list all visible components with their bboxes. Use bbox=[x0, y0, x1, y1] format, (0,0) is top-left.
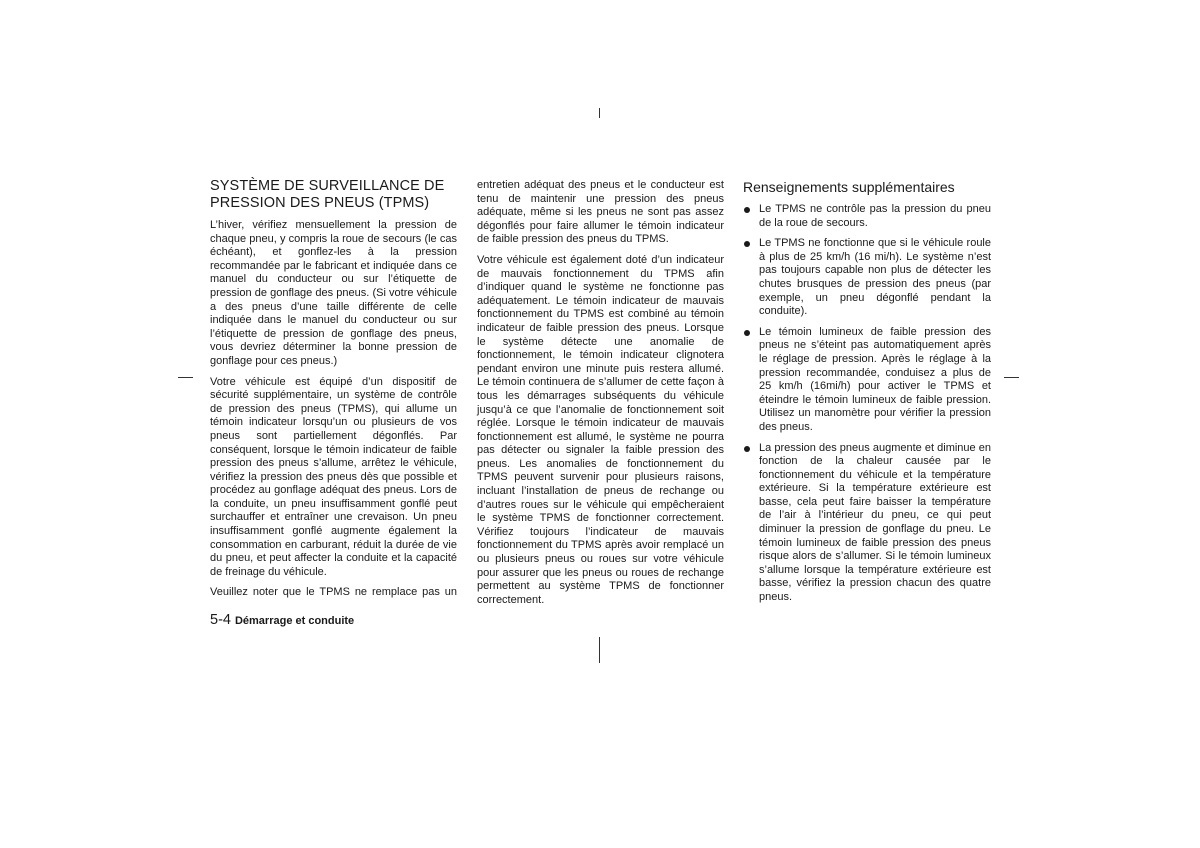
list-item bbox=[743, 203, 991, 230]
bullet-icon bbox=[744, 207, 750, 213]
list-item-text: Le TPMS ne contrôle pas la pression du pneu de la roue de secours. bbox=[759, 203, 991, 229]
crop-mark-left bbox=[178, 377, 193, 378]
column-2 bbox=[477, 179, 724, 614]
page-footer bbox=[210, 611, 354, 629]
chapter-title: Démarrage et conduite bbox=[234, 615, 355, 627]
list-item bbox=[743, 442, 991, 605]
list-item bbox=[743, 237, 991, 319]
bullet-icon bbox=[744, 241, 750, 247]
paragraph: Veuillez noter que le TPMS ne remplace pas un bbox=[210, 586, 457, 599]
list-item-text: Le TPMS ne fonctionne que si le véhicule roule à plus de 25 km/h (16 mi/h). Le système n’est pas toujours capable non plus de détecter les chutes brusques de pression des pneus (par exemple, un pneu dégonflé pendant la conduite). bbox=[759, 237, 991, 318]
column-3 bbox=[743, 179, 991, 612]
paragraph: entretien adéquat des pneus et le conducteur est tenu de maintenir une pression des pneus adéquate, même si les pneus ne sont pas assez dégonflés pour faire allumer le témoin indicateur de faible pression des pneus du TPMS. bbox=[477, 179, 724, 246]
bullet-icon bbox=[744, 330, 750, 336]
bullet-list bbox=[743, 203, 991, 605]
crop-mark-bottom bbox=[599, 637, 600, 663]
page-number: 5-4 bbox=[210, 612, 231, 628]
subsection-title: Renseignements supplémentaires bbox=[743, 179, 955, 195]
section-title: SYSTÈME DE SURVEILLANCE DE PRESSION DES PNEUS (TPMS) bbox=[210, 178, 445, 211]
paragraph: Votre véhicule est équipé d’un dispositif de sécurité supplémentaire, un système de contrôle de pression des pneus (TPMS), qui allume un témoin indicateur lorsqu’un ou plusieurs de vos pneus sont partiellement dégonflés. Par conséquent, lorsque le témoin indicateur de faible pression des pneus s’allume, arrêtez le véhicule, vérifiez la pression des pneus dès que possible et procédez au gonflage adéquat des pneus. Lors de la conduite, un pneu insuffisamment gonflé peut surchauffer et entraîner une crevaison. Un pneu insuffisamment gonflé augmente également la consommation en carburant, réduit la durée de vie du pneu, et peut affecter la conduite et la capacité de freinage du véhicule. bbox=[210, 375, 457, 578]
crop-mark-top bbox=[599, 108, 600, 118]
list-item-text: Le témoin lumineux de faible pression des pneus ne s’éteint pas automatiquement après le réglage de pression. Après le réglage à la pression recommandée, conduisez a plus de 25 km/h (16mi/h) pour activer le TPMS et éteindre le témoin lumineux de faible pression. Utilisez un manomètre pour vérifier la pression des pneus. bbox=[759, 325, 991, 433]
bullet-icon bbox=[744, 446, 750, 452]
list-item-text: La pression des pneus augmente et diminue en fonction de la chaleur causée par le fonctionnement du véhicule et la température extérieure. Si la température extérieure est basse, cela peut faire baisser la température de l’air à l’intérieur du pneu, ce qui peut diminuer la pression de gonflage du pneu. Le témoin lumineux de faible pression des pneus risque alors de s’allumer. Si le témoin lumineux s’allume lorsque la température extérieure est basse, vérifiez la pression chacun des quatre pneus. bbox=[759, 441, 991, 604]
paragraph: L’hiver, vérifiez mensuellement la pression de chaque pneu, y compris la roue de secours (le cas échéant), et gonflez-les à la pression recommandée par le fabricant et indiquée dans ce manuel du conducteur ou sur l’étiquette de pression de gonflage des pneus. (Si votre véhicule a des pneus d’une taille différente de celle indiquée dans le manuel du conducteur ou sur l’étiquette de pression de gonflage des pneus, vous devriez déterminer la bonne pression de gonflage pour ces pneus.) bbox=[210, 219, 457, 367]
paragraph: Votre véhicule est également doté d’un indicateur de mauvais fonctionnement du TPMS afin d’indiquer quand le système ne fonctionne pas adéquatement. Le témoin indicateur de mauvais fonctionnement du TPMS est combiné au témoin indicateur de faible pression des pneus. Lorsque le système détecte une anomalie de fonctionnement, le témoin indicateur clignotera pendant environ une minute puis restera allumé. Le témoin continuera de s’allumer de cette façon à tous les démarrages subséquents du véhicule jusqu’à ce que l’anomalie de fonctionnement soit réglée. Lorsque le témoin indicateur de mauvais fonctionnement est allumé, le système ne pourra pas détecter ou signaler la faible pression des pneus. Les anomalies de fonctionnement du TPMS peuvent survenir pour plusieurs raisons, incluant l’installation de pneus de rechange ou d’autres roues sur le véhicule qui empêcheraient le système TPMS de fonctionner correctement. Vérifiez toujours l’indicateur de mauvais fonctionnement du TPMS après avoir remplacé un ou plusieurs pneus ou roues sur votre véhicule pour assurer que les pneus ou roues de rechange permettent au système TPMS de fonctionner correctement. bbox=[477, 253, 724, 606]
crop-mark-right bbox=[1004, 377, 1019, 378]
column-1 bbox=[210, 178, 457, 607]
list-item bbox=[743, 326, 991, 435]
